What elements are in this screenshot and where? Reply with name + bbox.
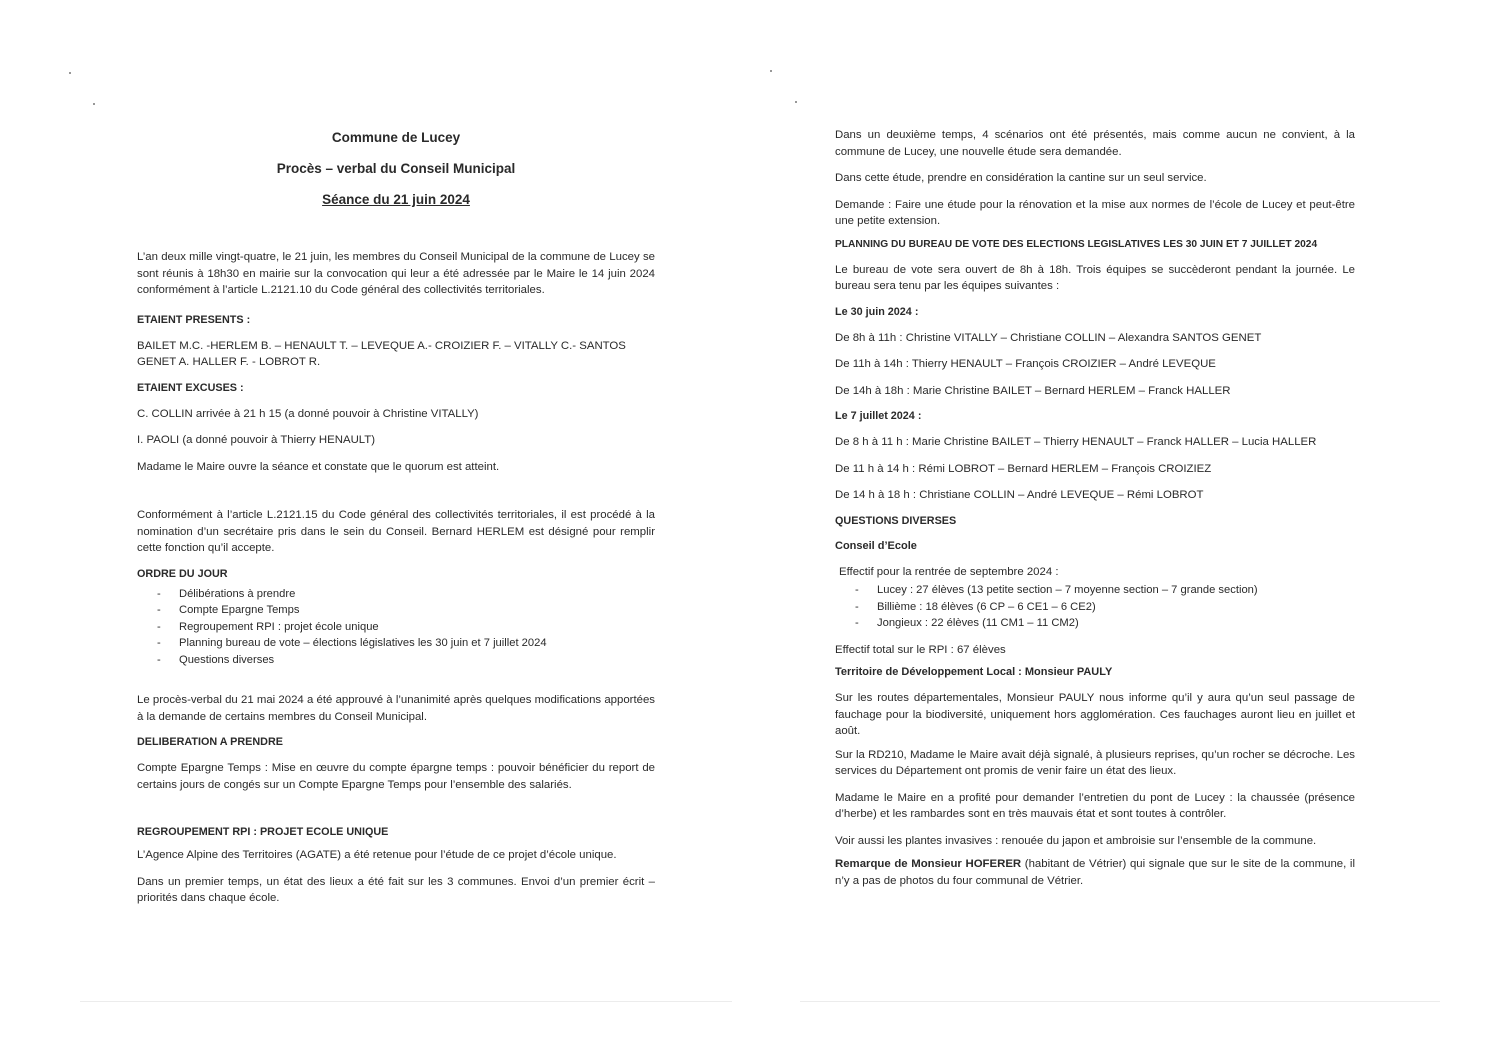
list-item: - Questions diverses [157, 652, 655, 669]
effectif-total: Effectif total sur le RPI : 67 élèves [835, 643, 1006, 656]
remark-text: (habitant de Vétrier) qui signale que sur le site de la commune, il n’y a pas de photos du four communal de Vétrier. [835, 858, 1355, 887]
session-date: Séance du 21 juin 2024 [322, 192, 470, 207]
list-item: - Jongieux : 22 élèves (11 CM1 – 11 CM2) [855, 615, 1355, 632]
excuses-heading: ETAIENT EXCUSES : [137, 381, 244, 394]
remark-paragraph [835, 856, 1355, 889]
fauchage-paragraph: Sur les routes départementales, Monsieur PAULY nous informe qu’il y aura qu’un seul passage de fauchage pour la biodiversité, uniquement hors agglomération. Ces fauchages auront lieu en juillet et août. [835, 692, 1355, 737]
deliberation-text: Compte Epargne Temps : Mise en œuvre du compte épargne temps : pouvoir bénéficier du report de certains jours de congés sur un Compte Epargne Temps pour l’ensemble des salariés. [137, 762, 655, 791]
quorum-text: Madame le Maire ouvre la séance et constate que le quorum est atteint. [137, 460, 500, 473]
document-header [137, 130, 655, 207]
agenda-list [137, 586, 655, 669]
cantine-paragraph: Dans cette étude, prendre en considération la cantine sur un seul service. [835, 172, 1207, 184]
day1-heading: Le 30 juin 2024 : [835, 305, 919, 318]
day2-slot: De 11 h à 14 h : Rémi LOBROT – Bernard HERLEM – François CROIZIEZ [835, 462, 1212, 475]
conseil-ecole-heading: Conseil d’Ecole [835, 539, 917, 552]
excuse-collin: C. COLLIN arrivée à 21 h 15 (a donné pouvoir à Christine VITALLY) [137, 407, 479, 420]
scenarios-paragraph: Dans un deuxième temps, 4 scénarios ont été présentés, mais comme aucun ne convient, à la commune de Lucey, une nouvelle étude sera demandée. [835, 129, 1355, 158]
right-page [748, 0, 1496, 1058]
effectif-intro: Effectif pour la rentrée de septembre 2024 : [839, 565, 1059, 578]
deliberation-heading: DELIBERATION A PRENDRE [137, 736, 283, 748]
rpi-heading: REGROUPEMENT RPI : PROJET ECOLE UNIQUE [137, 826, 389, 838]
list-item: - Planning bureau de vote – élections législatives les 30 juin et 7 juillet 2024 [157, 635, 655, 652]
demande-paragraph: Demande : Faire une étude pour la rénovation et la mise aux normes de l’école de Lucey et peut-être une petite extension. [835, 198, 1355, 227]
list-item: - Compte Epargne Temps [157, 602, 655, 619]
remark-label: Remarque de Monsieur HOFERER [835, 858, 1022, 870]
left-column [137, 130, 655, 907]
pont-paragraph: Madame le Maire en a profité pour demander l’entretien du pont de Lucey : la chaussée (présence d’herbe) et les rambardes sont en très mauvais état et sont toutes à contrôler. [835, 791, 1355, 820]
rd210-paragraph: Sur la RD210, Madame le Maire avait déjà signalé, à plusieurs reprises, qu’un rocher se décroche. Les services du Département ont promis de venir faire un état des lieux. [835, 748, 1355, 777]
effectif-list [835, 582, 1355, 632]
commune-title: Commune de Lucey [331, 130, 461, 145]
day1-slot: De 14h à 18h : Marie Christine BAILET – Bernard HERLEM – Franck HALLER [835, 384, 1231, 397]
right-column [835, 127, 1355, 889]
approval-paragraph: Le procès-verbal du 21 mai 2024 a été approuvé à l’unanimité après quelques modifications apportées à la demande de certains membres du Conseil Municipal. [137, 694, 655, 723]
planning-intro: Le bureau de vote sera ouvert de 8h à 18h. Trois équipes se succèderont pendant la journée. Le bureau sera tenu par les équipes suivantes : [835, 263, 1355, 292]
list-item: - Délibérations à prendre [157, 586, 655, 603]
questions-heading: QUESTIONS DIVERSES [835, 514, 957, 527]
planning-heading: PLANNING DU BUREAU DE VOTE DES ELECTIONS LEGISLATIVES LES 30 JUIN ET 7 JUILLET 2024 [835, 238, 1318, 250]
day1-slot: De 11h à 14h : Thierry HENAULT – François CROIZIER – André LEVEQUE [835, 358, 1216, 370]
day2-heading: Le 7 juillet 2024 : [835, 410, 922, 422]
rpi-agate-text: L’Agence Alpine des Territoires (AGATE) a été retenue pour l’étude de ce projet d’école unique. [137, 849, 617, 861]
invasives-paragraph: Voir aussi les plantes invasives : renouée du japon et ambroisie sur l’ensemble de la commune. [835, 834, 1317, 847]
territoire-heading: Territoire de Développement Local : Monsieur PAULY [835, 666, 1113, 678]
day2-slot: De 8 h à 11 h : Marie Christine BAILET – Thierry HENAULT – Franck HALLER – Lucia HALLER [835, 436, 1317, 448]
document-subtitle: Procès – verbal du Conseil Municipal [276, 161, 516, 176]
secretary-paragraph: Conformément à l’article L.2121.15 du Code général des collectivités territoriales, il est procédé à la nomination d’un secrétaire pris dans le sein du Conseil. Bernard HERLEM est désigné pour remplir cette fonction qu’il accepte. [137, 509, 655, 554]
day1-slot: De 8h à 11h : Christine VITALLY – Christiane COLLIN – Alexandra SANTOS GENET [835, 331, 1262, 344]
excuse-paoli: I. PAOLI (a donné pouvoir à Thierry HENAULT) [137, 434, 376, 446]
intro-paragraph: L’an deux mille vingt-quatre, le 21 juin, les membres du Conseil Municipal de la commune de Lucey se sont réunis à 18h30 en mairie sur la convocation qui leur a été adressée par le Maire le 14 juin 2024 conformément à l’article L.2121.10 du Code général des collectivités territoriales. [137, 251, 655, 296]
rpi-state-text: Dans un premier temps, un état des lieux a été fait sur les 3 communes. Envoi d’un premier écrit – priorités dans chaque école. [137, 875, 655, 904]
list-item: - Lucey : 27 élèves (13 petite section – 7 moyenne section – 7 grande section) [855, 582, 1355, 599]
agenda-heading: ORDRE DU JOUR [137, 567, 228, 580]
presents-list: BAILET M.C. -HERLEM B. – HENAULT T. – LEVEQUE A.- CROIZIER F. – VITALLY C.- SANTOS GENET A. HALLER F. - LOBROT R. [137, 339, 626, 368]
list-item: - Regroupement RPI : projet école unique [157, 619, 655, 636]
presents-heading: ETAIENT PRESENTS : [137, 313, 251, 326]
list-item: - Billième : 18 élèves (6 CP – 6 CE1 – 6 CE2) [855, 599, 1355, 616]
day2-slot: De 14 h à 18 h : Christiane COLLIN – André LEVEQUE – Rémi LOBROT [835, 489, 1204, 501]
